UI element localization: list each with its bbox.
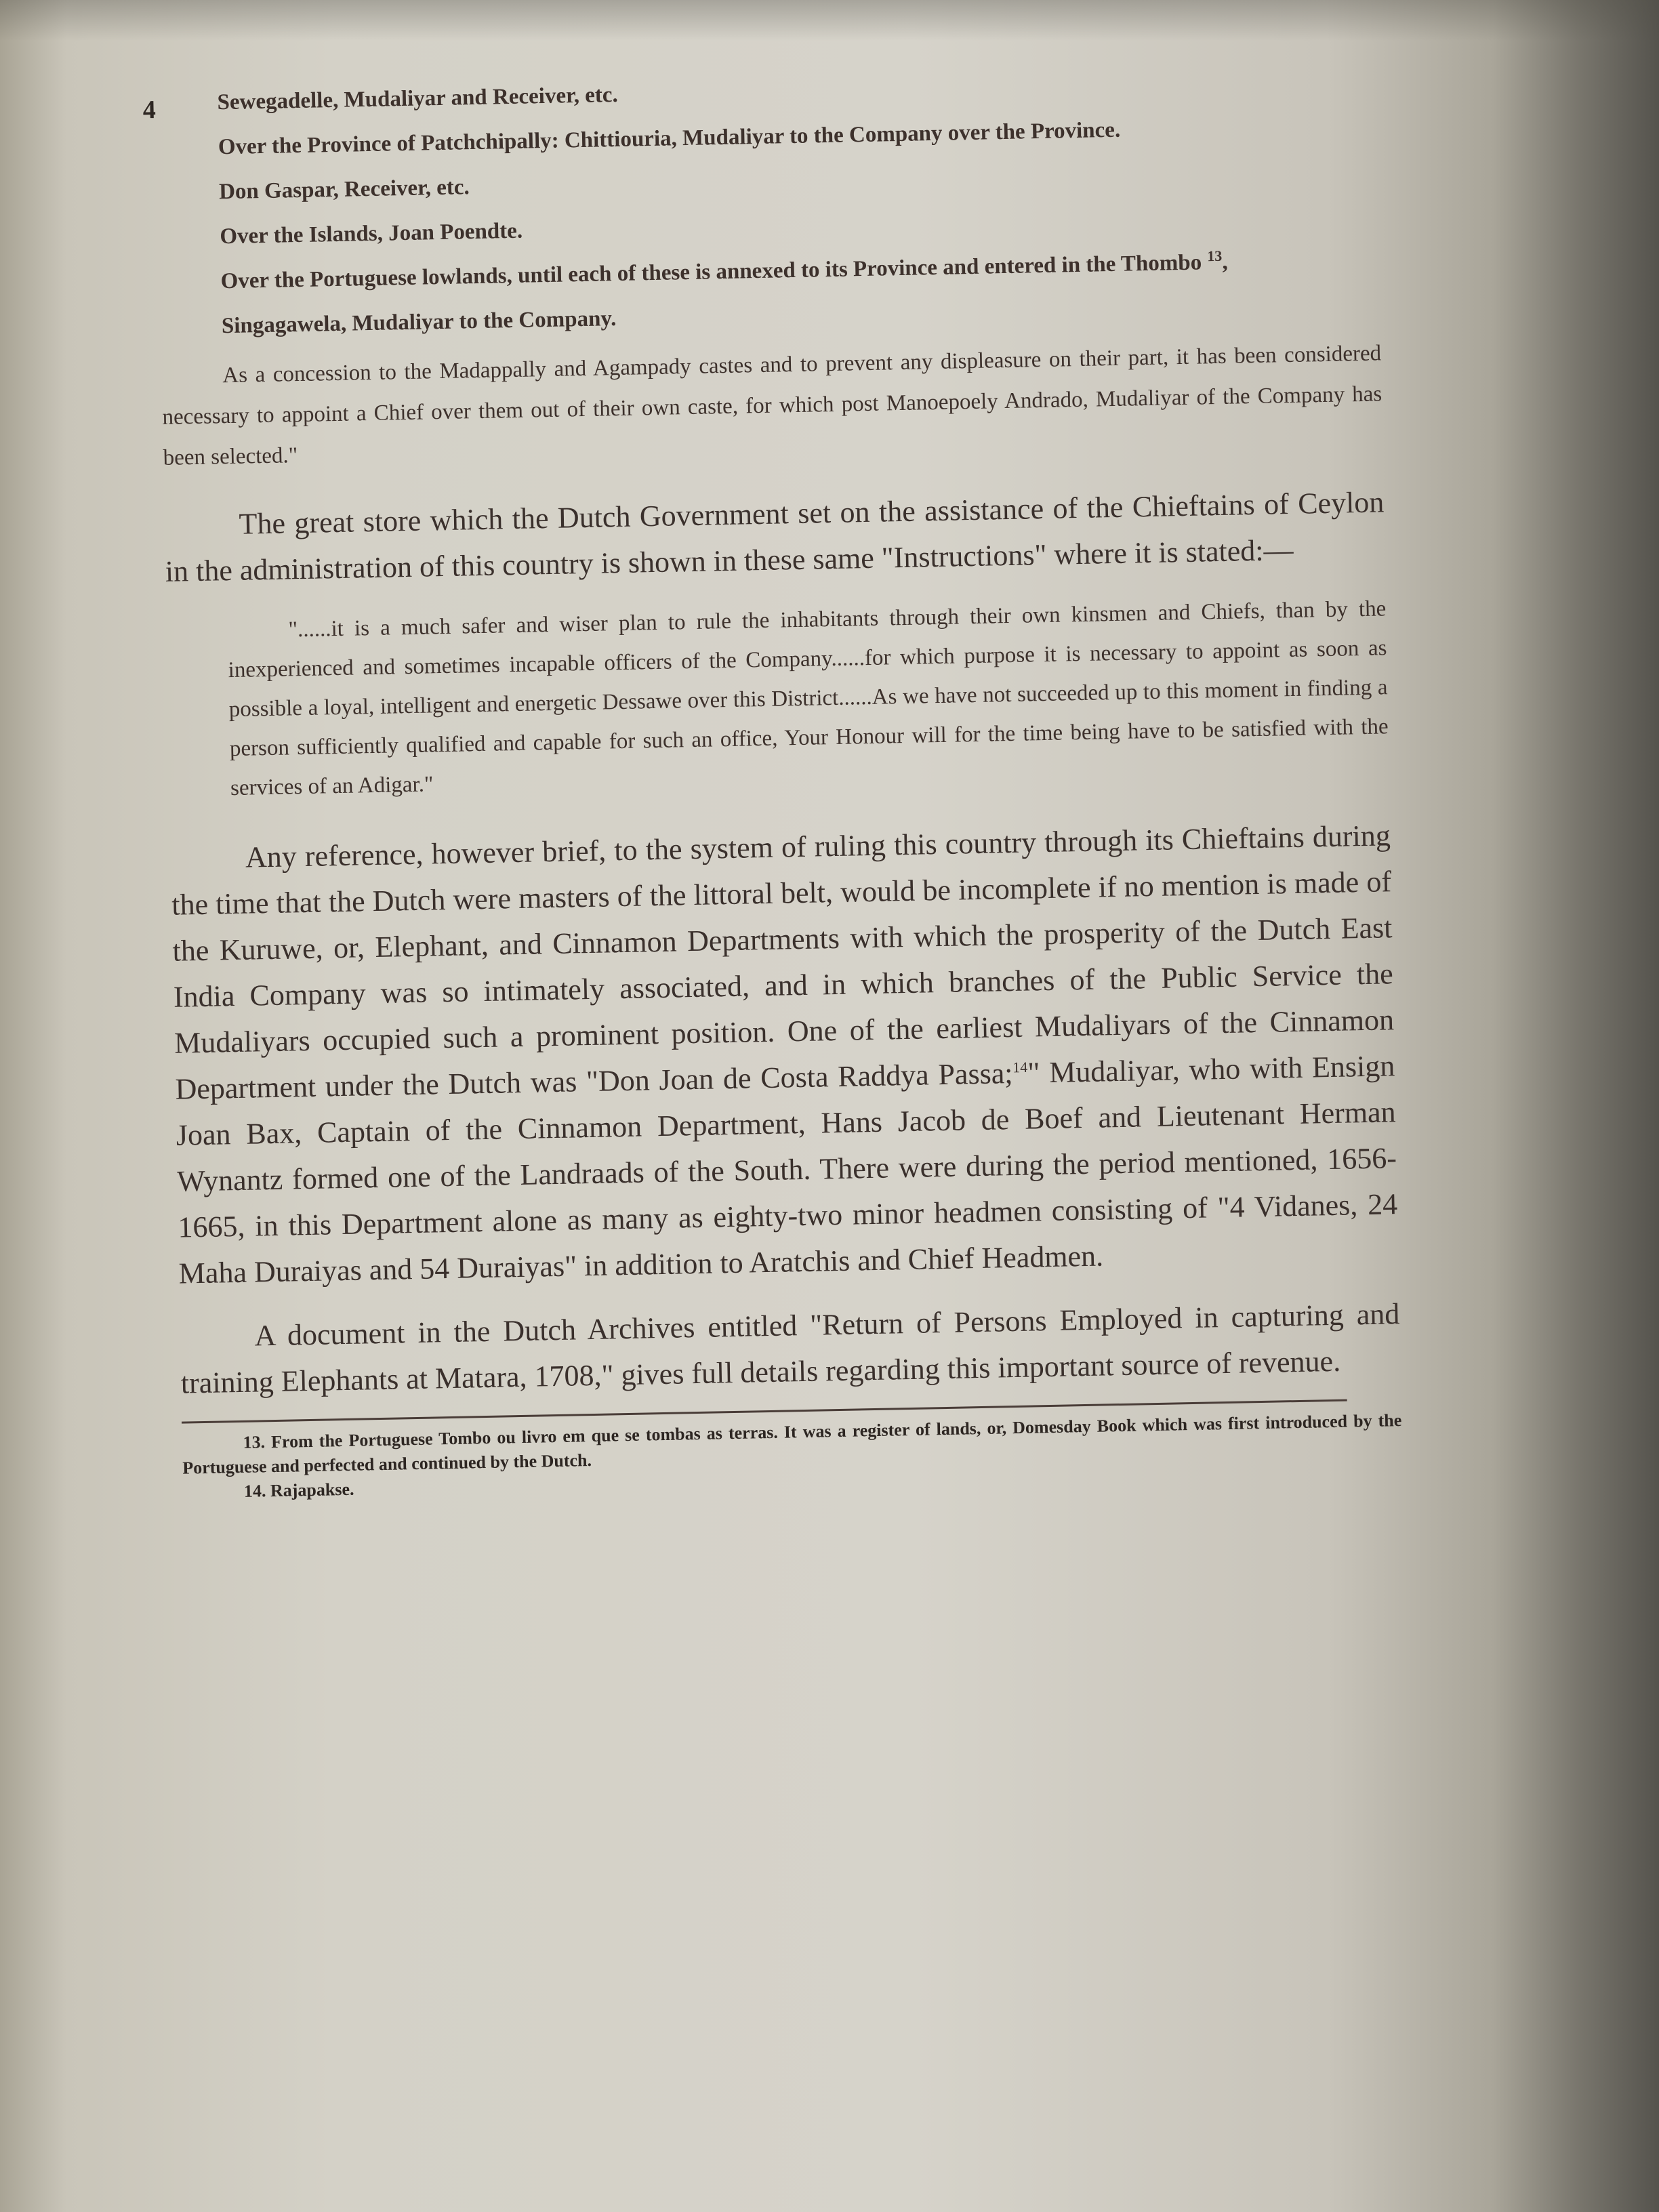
page-top-shadow [0,0,1659,41]
list-line: Don Gaspar, Receiver, etc. [218,175,470,205]
list-line-tail: , [1222,249,1229,274]
body-paragraph-3: A document in the Dutch Archives entitled "Return of Persons Employed in capturing and training Elephants at Matara, 1708," gives full details regarding this important source of revenue. [180,1297,1400,1400]
body-paragraph-1: The great store which the Dutch Government set on the assistance of the Chieftains of Ceylon in the administration of this country is shown in these same "Instructions" where it is stated:— [165,485,1385,588]
list-line: Over the Province of Patchchipally: Chittiouria, Mudaliyar to the Company over the Province. [218,117,1121,160]
body-paragraph-2 [170,813,1399,1296]
footnote-14: 14. Rajapakse. [243,1479,354,1501]
instructions-quote: "......it is a much safer and wiser plan to rule the inhabitants through their own kinsmen and Chiefs, than by the inexperienced and sometimes incapable officers of the Company......for which purpose it is necessary to appoint as soon as possible a loyal, intelligent and energetic Dessawe over this District......As we have not succeeded up to this moment in finding a person sufficiently qualified and capable for such an office, Your Honour will for the time being have to be satisfied with the services of an Adigar." [228,596,1389,801]
list-line: Sewegadelle, Mudaliyar and Receiver, etc. [217,82,619,115]
footnote-ref-13: 13 [1206,247,1223,265]
list-line: Over the Islands, Joan Poendte. [220,218,523,249]
list-line-text: Over the Portuguese lowlands, until each of these is annexed to its Province and entered in the Thombo [220,250,1202,294]
list-line: Singagawela, Mudaliyar to the Company. [221,306,617,339]
concession-paragraph: As a concession to the Madappally and Agampady castes and to prevent any displeasure on their part, it has been considered necessary to appoint a Chief over them out of their own caste, for which post Manoepoely Andrado, Mudaliyar of the Company has been selected." [162,341,1382,470]
footnote-13: 13. From the Portuguese Tombo ou livro em que se tombas as terras. It was a register of lands, or, Domesday Book which was first introduced by the Portuguese and perfected and continued by the Dutch. [182,1410,1402,1478]
para2-text-b: " Mudaliyar, who with Ensign Joan Bax, Captain of the Cinnamon Department, Hans Jacob de Boef and Lieutenant Herman Wynantz formed one of the Landraads of the South. There were during the period mentioned, 1656-1665, in this Department alone as many as eighty-two minor headmen consisting of "4 Vidanes, 24 Maha Duraiyas and 54 Duraiyas" in addition to Aratchis and Chief Headmen. [176,1049,1398,1290]
page-number: 4 [142,96,157,125]
footnote-ref-14: 14 [1012,1058,1028,1076]
para2-text-a: Any reference, however brief, to the system of ruling this country through its Chieftains during the time that the Dutch were masters of the littoral belt, would be incomplete if no mention is made of the Kuruwe, or, Elephant, and Cinnamon Departments with which the prosperity of the Dutch East India Company was so intimately associated, and in which branches of the Public Service the Mudaliyars occupied such a prominent position. One of the earliest Mudaliyars of the Cinnamon Department under the Dutch was "Don Joan de Costa Raddya Passa; [171,819,1395,1106]
page-content [142,58,1403,1504]
